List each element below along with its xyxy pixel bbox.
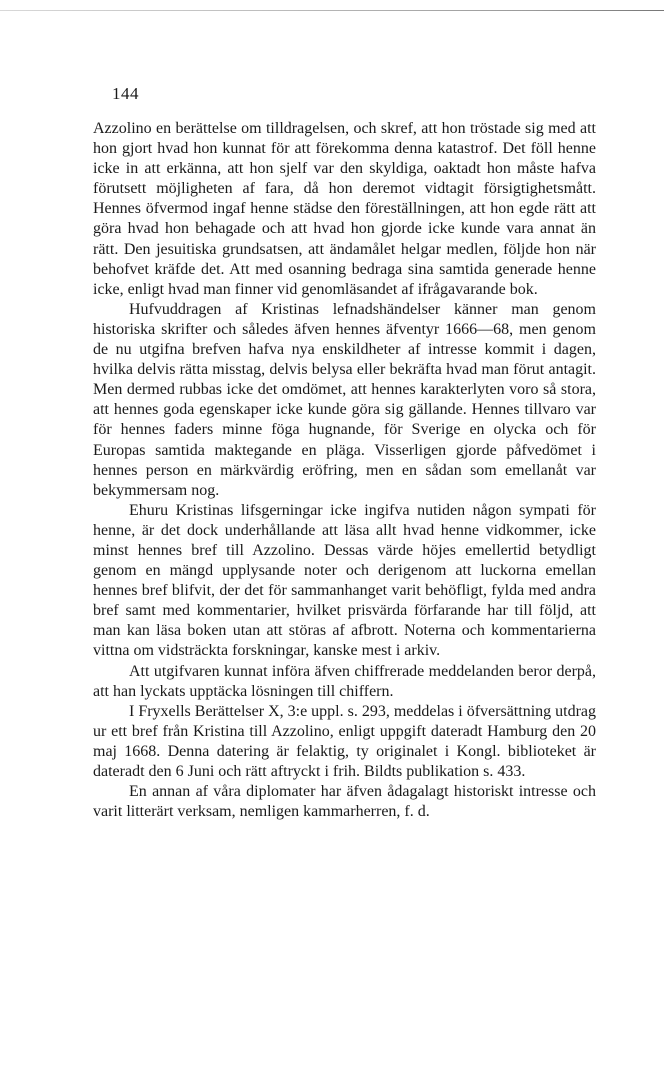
body-text	[93, 119, 596, 822]
paragraph: Hufvuddragen af Kristinas lefnadshändelser känner man genom historiska skrifter och således äfven hennes äfventyr 1666—68, men genom de nu utgifna brefven hafva nya enskildheter af intresse kommit i dagen, hvilka delvis rätta misstag, delvis belysa eller bekräfta hvad man förut antagit. Men dermed rubbas icke det omdömet, att hennes karakterlyten voro så stora, att hennes goda egenskaper icke kunde göra sig gällande. Hennes tillvaro var för hennes faders minne föga hugnande, för Sverige en olycka och för Europas samtida maktegande en pläga. Visserligen gjorde påfvedömet i hennes person en märkvärdig eröfring, men en sådan som emellanåt var bekymmersam nog.	[93, 300, 596, 499]
paragraph: En annan af våra diplomater har äfven ådagalagt historiskt intresse och varit litterärt verksam, nemligen kammarherren, f. d.	[93, 783, 596, 821]
page-top-edge-line	[0, 10, 664, 11]
page-number: 144	[112, 84, 139, 103]
paragraph: Att utgifvaren kunnat införa äfven chiffrerade meddelanden beror derpå, att han lyckats upptäcka lösningen till chiffern.	[93, 662, 596, 700]
paragraph: I Fryxells Berättelser X, 3:e uppl. s. 293, meddelas i öfversättning utdrag ur ett bref från Kristina till Azzolino, enligt uppgift dateradt Hamburg den 20 maj 1668. Denna datering är felaktig, ty originalet i Kongl. biblioteket är dateradt den 6 Juni och rätt aftryckt i frih. Bildts publikation s. 433.	[93, 702, 597, 780]
paragraph-continuation: Azzolino en berättelse om tilldragelsen, och skref, att hon tröstade sig med att hon gjort hvad hon kunnat för att förekomma denna katastrof. Det föll henne icke in att erkänna, att hon sjelf var den skyldiga, oaktadt hon måste hafva förutsett möjligheten af fara, då hon deremot vidtagit försigtighetsmått. Hennes öfvermod ingaf henne städse den föreställningen, att hon egde rätt att göra hvad hon behagade och att hvad hon gjorde icke kunde vara annat än rätt. Den jesuitiska grundsatsen, att ändamålet helgar medlen, följde hon när behofvet kräfde det. Att med osanning bedraga sina samtida generade henne icke, enligt hvad man finner vid genomläsandet af ifrågavarande bok.	[93, 120, 596, 298]
paragraph: Ehuru Kristinas lifsgerningar icke ingifva nutiden någon sympati för henne, är det dock underhållande att läsa allt hvad henne vidkommer, icke minst hennes bref till Azzolino. Dessas värde höjes emellertid betydligt genom en mängd upplysande noter och derigenom att luckorna emellan hennes bref blifvit, der det för sammanhanget varit behöfligt, fylda med andra bref samt med kommentarier, hvilket prisvärda förfarande har till följd, att man kan läsa boken utan att störas af afbrott. Noterna och kommentarierna vittna om vidsträckta forskningar, kanske mest i arkiv.	[93, 501, 596, 660]
